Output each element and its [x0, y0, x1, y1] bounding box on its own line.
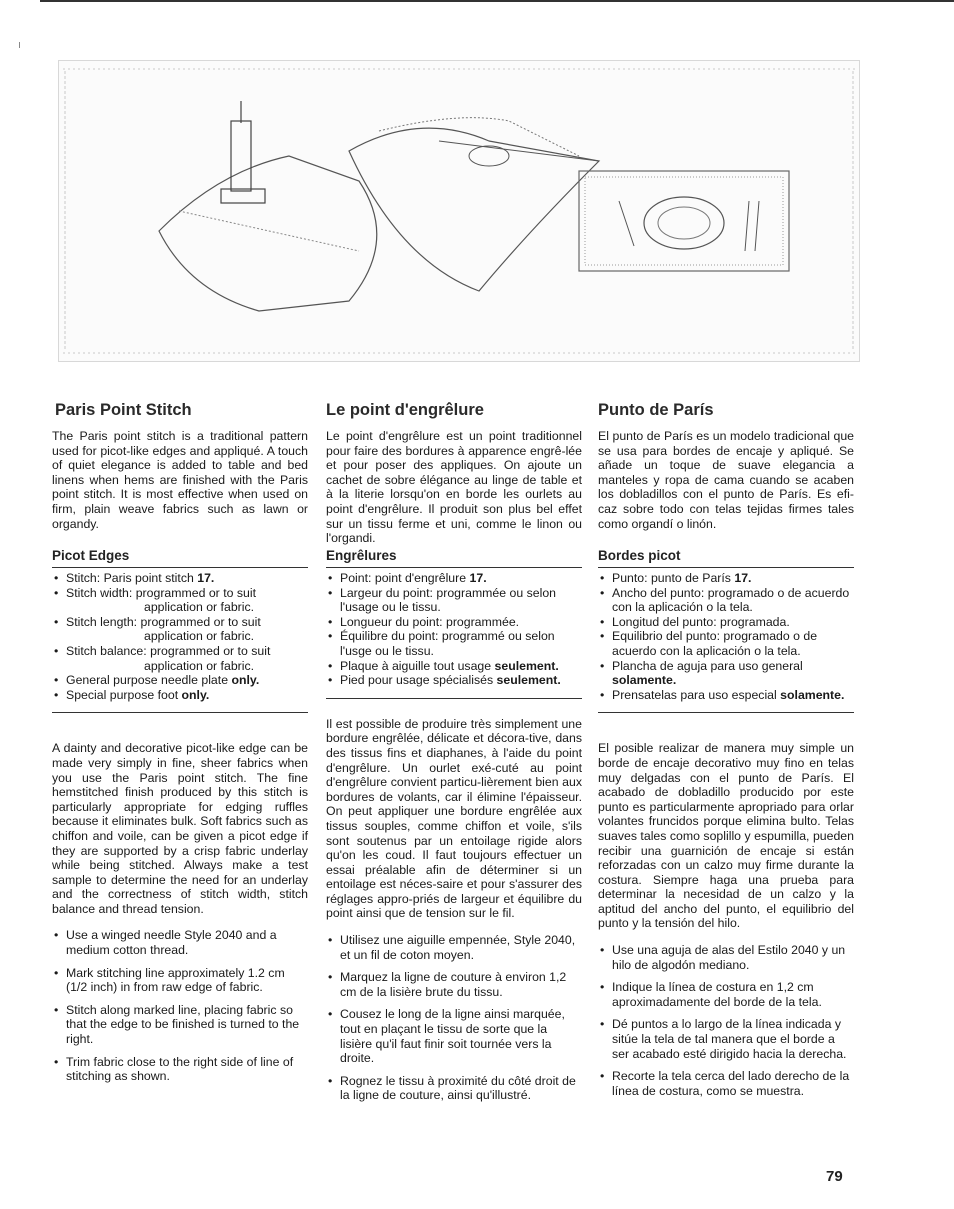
list-item: • Plaque à aiguille tout usage seulement. — [326, 659, 582, 674]
margin-mark — [19, 42, 20, 48]
specs-fr — [326, 571, 582, 699]
title-fr: Le point d'engrêlure — [326, 401, 484, 419]
list-item: • Stitch length: programmed or to suit application or fabric. — [52, 615, 308, 644]
section-title-es: Bordes picot — [598, 547, 854, 568]
list-item: • Stitch balance: programmed or to suit application or fabric. — [52, 644, 308, 673]
intro-fr: Le point d'engrêlure est un point traditionnel pour faire des bordures à apparence engrê-lée et pour poser des appliques. On ajoute un cachet de sobre élégance au linge de table et à la literie lorsqu'on en borde les ourlets au point d'engrêlure. Il produit son plus bel effet sur un tissu ferme et uni, comme le linon ou l'organdi. — [326, 429, 582, 546]
list-item: • Équilibre du point: programmé ou selon l'usge ou le tissu. — [326, 629, 582, 658]
list-item: • Punto: punto de París 17. — [598, 571, 854, 586]
sewing-illustration-icon — [59, 61, 859, 361]
list-item: • Special purpose foot only. — [52, 688, 308, 703]
title-en: Paris Point Stitch — [55, 401, 192, 419]
list-item: • Rognez le tissu à proximité du côté droit de la ligne de couture, ainsi qu'illustré. — [326, 1074, 582, 1103]
list-item: • Prensatelas para uso especial solamente. — [598, 688, 854, 703]
french-column — [326, 400, 582, 1111]
list-item: • Dé puntos a lo largo de la línea indicada y sitúe la tela de tal manera que el borde a ser acabado esté dirigido hacia la derecha. — [598, 1017, 854, 1061]
steps-fr — [326, 933, 582, 1103]
body-en: A dainty and decorative picot-like edge can be made very simply in fine, sheer fabrics when you use the Paris point stitch. The fine hemstitched finish produced by this stitch is particularly appropriate for edging ruffles because it eliminates bulk. Soft fabrics such as chiffon and voile, can be given a picot edge if they are supported by a crisp fabric underlay while being stitched. Always make a test sample to determine the need for an underlay and the correctness of stitch width, stitch balance and thread tension. — [52, 741, 308, 916]
steps-es — [598, 943, 854, 1098]
top-rule — [40, 0, 954, 2]
list-item: • Equilibrio del punto: programado o de acuerdo con la aplicación o la tela. — [598, 629, 854, 658]
body-fr: Il est possible de produire très simplement une bordure engrêlée, délicate et décora-tive, dans des tissus fins et diaphanes, à l'aide du point d'engrêlure. Un ourlet exé-cuté au point d'engrêlure convient particu-lièrement bien aux bordures de volants, car il élimine l'épaisseur. On peut appliquer une bordure engrêlée aux tissus souples, comme chiffon et voile, s'ils sont soutenus par un entoilage rigide alors qu'on les coud. Il faut toujours effectuer un essai préalable afin de déterminer si un entoilage est néces-saire et pour s'assurer des réglages appro-priés de largeur et équilibre du point ainsi que de tension sur le fil. — [326, 716, 582, 921]
list-item: • Mark stitching line approximately 1.2 cm (1/2 inch) in from raw edge of fabric. — [52, 966, 308, 995]
list-item: • Pied pour usage spécialisés seulement. — [326, 673, 582, 688]
list-item: • Utilisez une aiguille empennée, Style 2040, et un fil de coton moyen. — [326, 933, 582, 962]
list-item: • Point: point d'engrêlure 17. — [326, 571, 582, 586]
specs-es — [598, 571, 854, 713]
list-item: • Longueur du point: programmée. — [326, 615, 582, 630]
list-item: • Use a winged needle Style 2040 and a medium cotton thread. — [52, 928, 308, 957]
list-item: • Recorte la tela cerca del lado derecho de la línea de costura, como se muestra. — [598, 1069, 854, 1098]
steps-en — [52, 928, 308, 1083]
list-item: • Stitch width: programmed or to suit application or fabric. — [52, 586, 308, 615]
spanish-column — [598, 400, 854, 1106]
english-column — [52, 400, 308, 1092]
section-title-fr: Engrêlures — [326, 547, 582, 568]
list-item: • Indique la línea de costura en 1,2 cm aproximadamente del borde de la tela. — [598, 980, 854, 1009]
list-item: • Plancha de aguja para uso general solamente. — [598, 659, 854, 688]
list-item: • Cousez le long de la ligne ainsi marquée, tout en plaçant le tissu de sorte que la lisière qu'il faut finir soit tournée vers la droite. — [326, 1007, 582, 1065]
list-item: • Ancho del punto: programado o de acuerdo con la aplicación o la tela. — [598, 586, 854, 615]
list-item: • Marquez la ligne de couture à environ 1,2 cm de la lisière brute du tissu. — [326, 970, 582, 999]
list-item: • Use una aguja de alas del Estilo 2040 y un hilo de algodón mediano. — [598, 943, 854, 972]
list-item: • General purpose needle plate only. — [52, 673, 308, 688]
list-item: • Largeur du point: programmée ou selon l'usage ou le tissu. — [326, 586, 582, 615]
intro-es: El punto de París es un modelo tradicional que se usa para bordes de encaje y apliqué. Se añade un toque de suave elegancia a manteles y ropa de cama cuando se acaben los dobladillos con el punto de París. Es efi-caz sobre todo con telas tejidas firmes tales como organdí o linón. — [598, 429, 854, 531]
page-number: 79 — [826, 1168, 843, 1185]
list-item: • Stitch along marked line, placing fabric so that the edge to be finished is turned to the right. — [52, 1003, 308, 1047]
intro-en: The Paris point stitch is a traditional pattern used for picot-like edges and appliqué. A touch of quiet elegance is added to table and bed linens when hems are finished with the Paris point stitch. It is most effective when used on firm, plain weave fabrics such as lawn or organdy. — [52, 429, 308, 531]
body-es: El posible realizar de manera muy simple un borde de encaje decorativo muy fino en telas muy delgadas con el punto de París. El acabado de dobladillo producido por este punto es particularmente apropriado para orlar volantes fruncidos porque elimina bulto. Telas suaves tales como soplillo y espumilla, pueden recibir una guarnición de encaje si están reforzadas con un calzo muy firme durante la costura. Siempre haga una prueba para determinar la necesidad de un calzo y la aptitud del ancho del punto, el equilibrio del punto y la tensión del hilo. — [598, 741, 854, 931]
list-item: • Trim fabric close to the right side of line of stitching as shown. — [52, 1055, 308, 1084]
section-title-en: Picot Edges — [52, 547, 308, 568]
list-item: • Stitch: Paris point stitch 17. — [52, 571, 308, 586]
sewing-illustration — [58, 60, 860, 362]
specs-en — [52, 571, 308, 713]
title-es: Punto de París — [598, 401, 714, 419]
list-item: • Longitud del punto: programada. — [598, 615, 854, 630]
